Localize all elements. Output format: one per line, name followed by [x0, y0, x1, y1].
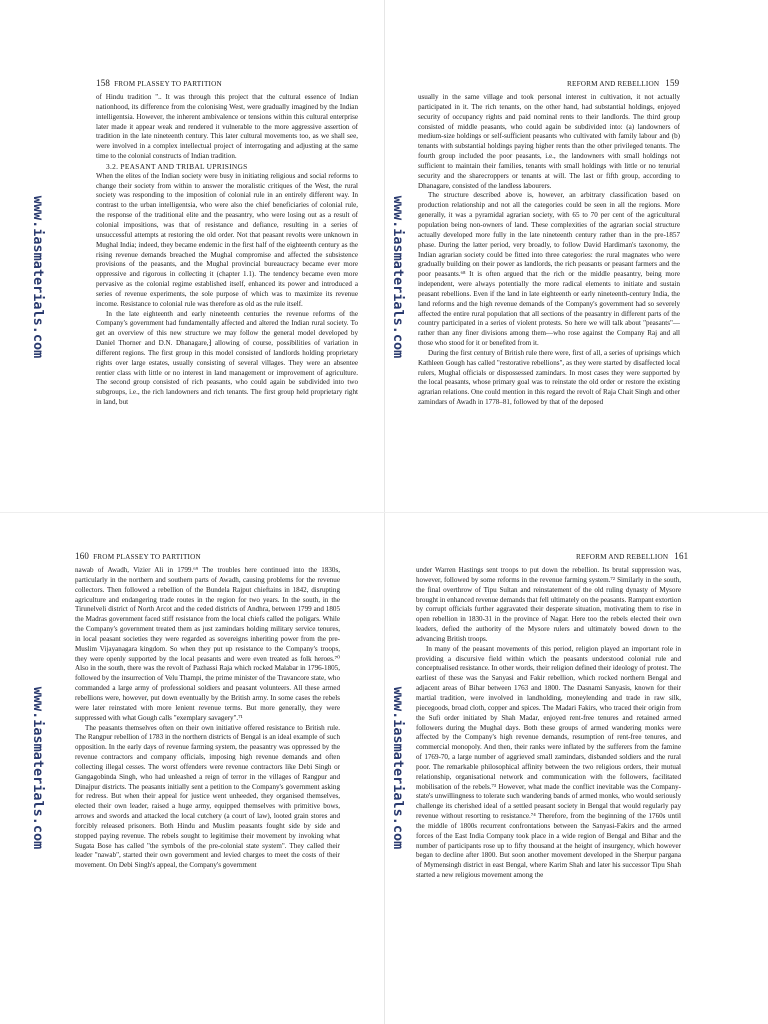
paragraph: nawab of Awadh, Vizier Ali in 1799.⁶⁹ The troubles here continued into the 1830s, particularly in the northern and southern parts of Awadh, causing problems for the revenue collectors. Then followed a rebellion of the Bundela Rajput chieftains in 1842, disrupting agriculture and endangering trade routes in the region for two years. In the south, in the Tirunelveli district of North Arcot and the ceded districts of Andhra, between 1799 and 1805 the Madras government faced stiff resistance from the local chiefs called the poligars. While the Company's government treated them as just zamindars holding military service tenures, in local peasant societies they were regarded as sovereigns inheriting power from the pre-Muslim Vijayanagara kingdom. So when they put up resistance to the Company's troops, they were openly supported by the local peasants and were even treated as folk heroes.⁷⁰ Also in the south, there was the revolt of Pazhassi Raja which rocked Malabar in 1796-1805, followed by the insurrection of Velu Thampi, the prime minister of the Travancore state, who commanded a large army of professional soldiers and peasant volunteers. All these armed rebellions were, however, put down eventually by the British army. In some cases the rebels were later reinstated with more lenient revenue terms. But more generally, they were suppressed with what Gough calls "exemplary savagery".⁷¹ — [75, 566, 340, 722]
page-158-body — [96, 93, 358, 503]
paragraph: usually in the same village and took personal interest in cultivation, it not actually participated in it. The rich tenants, on the other hand, had substantial holdings, enjoyed security of occupancy rights and paid nominal rents to their landlords. The third group consisted of middle peasants, who could again be subdivided into: (a) landowners of medium-size holdings or self-sufficient peasants who cultivated with family labour and (b) tenants with substantial holdings paying higher rents than the other privileged tenants. The fourth group included the poor peasants, i.e., the landowners with small holdings not sufficient to maintain their families, tenants with small holdings with little or no tenurial security and the sharecroppers or tenants at will. The last or fifth group, according to Dhanagare, consisted of the landless labourers. — [418, 93, 680, 190]
page-number: 159 — [665, 78, 680, 88]
page-161-header — [576, 551, 688, 561]
page-number: 158 — [96, 78, 111, 88]
watermark-text: www.iasmaterials.com — [390, 195, 406, 359]
page-number: 161 — [674, 551, 689, 561]
running-title: REFORM AND REBELLION — [576, 553, 669, 561]
paragraph: under Warren Hastings sent troops to put down the rebellion. Its brutal suppression was, however, followed by some reforms in the revenue farming system.⁷² Similarly in the south, the final overthrow of Tipu Sultan and reinstatement of the old ruling dynasty of Mysore brought in enhanced revenue demands that fell ultimately on the peasants. Rampant extortion by corrupt officials further aggravated their desperate situation, motivating them to rise in open rebellion in 1830-31 in the province of Nagar. Here too the rebels elected their own leaders, defied the authority of the Mysore rulers and ultimately bowed down to the advancing British troops. — [416, 566, 681, 643]
watermark-text: www.iasmaterials.com — [30, 195, 46, 359]
watermark-text: www.iasmaterials.com — [390, 686, 406, 850]
page-159-body — [418, 93, 680, 503]
page-160-header — [75, 551, 201, 561]
paragraph: of Hindu tradition ".. It was through this project that the cultural essence of Indian nationhood, its difference from the colonising West, were gradually imagined by the Indian intelligentsia. However, the inherent ambivalence or tensions within this cultural enterprise later made it appear weak and rendered it vulnerable to the more aggressive assertion of tradition in the late nineteenth century. This later cultural movements too, as we shall see, were involved in a complex intellectual project of interrogating and adjusting at the same time to the colonial constructs of Indian tradition. — [96, 93, 358, 161]
watermark-text: www.iasmaterials.com — [30, 686, 46, 850]
paragraph: The peasants themselves often on their own initiative offered resistance to British rule. The Rangpur rebellion of 1783 in the northern districts of Bengal is an ideal example of such opposition. In the early days of revenue farming system, the peasantry was oppressed by the revenue contractors and company officials, imposing high revenue demands and often collecting illegal cesses. The worst offenders were revenue contractors like Debi Singh or Gangagobinda Singh, who had unleashed a reign of terror in the villages of Rangpur and Dinajpur districts. The peasants initially sent a petition to the Company's government asking for redress. But when their appeal for justice went unheeded, they organised themselves, elected their own leader, raised a huge army, equipped themselves with primitive bows, arrows and swords and attacked the local cutchery (a court of law), looted grain stores and forcibly released prisoners. Both Hindu and Muslim peasants fought side by side and stopped paying revenue. The rebels sought to legitimise their movement by invoking what Sugata Bose has called "the symbols of the pre-colonial state system". They called their leader "nawab", started their own government and levied charges to meet the costs of their movement. On Debi Singh's appeal, the Company's government — [75, 723, 340, 870]
section-heading: 3.2. PEASANT AND TRIBAL UPRISINGS — [106, 161, 248, 171]
paragraph: When the elites of the Indian society were busy in initiating religious and social reforms to change their society from within to answer the moralistic critiques of the West, the rural society was responding to the imposition of colonial rule in an entirely different way. In contrast to the urban intelligentsia, who were also the chief beneficiaries of colonial rule, the response of the traditional elite and the peasantry, who were losing out as a result of colonial impositions, was that of resistance and defiance, resulting in a series of unsuccessful attempts at restoring the old order. Not that peasant revolts were unknown in Mughal India; indeed, they became endemic in the first half of the eighteenth century as the rising revenue demands breached the Mughal compromise and affected the subsistence provisions of the peasants, and the Mughal provincial bureaucracy became ever more oppressive and rigorous in collecting it (chapter 1.1). The tendency became even more pervasive as the colonial regime established itself, enhanced its power and introduced a series of revenue experiments, the sole purpose of which was to maximize its revenue income. Resistance to colonial rule was therefore as old as the rule itself. — [96, 171, 358, 308]
paragraph: The structure described above is, however, an arbitrary classification based on production relationship and not all the categories could be seen in all the regions. More generally, it was a pyramidal agrarian society, with 65 to 70 per cent of the agricultural population being non-owners of land. These complexities of the agrarian social structure actually developed more fully in the late nineteenth century rather than in the pre-1857 phase. During the latter period, very broadly, to follow David Hardiman's taxonomy, the Indian agrarian society could be fitted into three categories: the rural magnates who were gradually building on their power as landlords, the rich peasants or peasant farmers and the poor peasants.⁶⁸ It is often argued that the rich or the middle peasantry, being more independent, were always potentially the more radical elements to initiate and sustain peasant rebellions. Even if the land in late eighteenth or early nineteenth-century India, the land reforms and the high revenue demands of the Company's government had so severely affected the entire rural population that all sections of the peasantry in different parts of the country participated in a series of violent protests. So here we will talk about "peasants"—rather than any finer divisions among them—who rose against the Company Raj and all those who stood for it or benefited from it. — [418, 191, 680, 348]
page-159-header — [567, 78, 679, 88]
paragraph: In many of the peasant movements of this period, religion played an important role in providing a discursive field within which the peasants understood colonial rule and conceptualised resistance. In other words, their religion defined their ideology of protest. The earliest of these was the Sanyasi and Fakir rebellion, which rocked northern Bengal and adjacent areas of Bihar between 1763 and 1800. The Dasnami Sanyasis, known for their martial tradition, were involved in landholding, moneylending and trade in raw silk, piecegoods, broad cloth, copper and spices. The Madari Fakirs, who traced their origin from the Sufi order initiated by Shah Madar, enjoyed rent-free tenures and retained armed followers during the Mughal days. Both these groups of armed wandering monks were affected by the Company's high revenue demands, resumption of rent-free tenures, and commercial monopoly. And then, their ranks were inflated by the sufferers from the famine of 1769-70, a large number of aggrieved small zamindars, disbanded soldiers and the rural poor. The remarkable philosophical affinity between the two religious orders, their mutual relationship, organisational network and communication with the followers, facilitated mobilisation of the rebels.⁷³ However, what made the conflict inevitable was the Company-state's unwillingness to tolerate such wandering bands of armed monks, who would seriously challenge its cherished ideal of a settled peasant society in Bengal that would regularly pay revenue without resorting to resistance.⁷⁴ Therefore, from the beginning of the 1760s until the middle of 1800s recurrent confrontations between the Sanyasi-Fakirs and the armed forces of the East India Company took place in a wide region of Bengal and Bihar and the number of participants rose up to fifty thousand at the height of insurgency, which however began to decline after 1800. But soon another movement developed in the Sherpur pargana of Mymensingh district in east Bengal, where Karim Shah and later his successor Tipu Shah started a new religious movement among the — [416, 644, 681, 880]
running-title: REFORM AND REBELLION — [567, 80, 660, 88]
running-title: FROM PLASSEY TO PARTITION — [114, 80, 222, 88]
page-number: 160 — [75, 551, 90, 561]
paragraph: In the late eighteenth and early nineteenth centuries the revenue reforms of the Company's government had fundamentally affected and altered the Indian rural society. To get an overview of this new structure we may follow the general model developed by Daniel Thorner and D.N. Dhanagare,⁆ allowing of course, possibilities of variation in different regions. The first group in this model consisted of landlords holding proprietary rights over large estates, usually consisting of several villages. They were an absentee rentier class with little or no interest in land management or improvement of agriculture. The second group consisted of rich peasants, who could again be subdivided into two subgroups, i.e., the rich landowners and rich tenants. The first group held proprietary right in land, but — [96, 309, 358, 407]
running-title: FROM PLASSEY TO PARTITION — [93, 553, 201, 561]
page-160-body — [75, 566, 340, 1010]
paragraph: During the first century of British rule there were, first of all, a series of uprisings which Kathleen Gough has called "restorative rebellions", as they were started by disaffected local rulers, Mughal officials or dispossessed zamindars. In most cases they were supported by the local peasants, whose primary goal was to reinstate the old order or restore the existing agrarian relations. One could mention in this regard the revolt of Raja Chait Singh and other zamindars of Awadh in 1778–81, followed by that of the deposed — [418, 348, 680, 407]
page-161-body — [416, 566, 681, 1010]
page-158-header — [96, 78, 222, 88]
gutter-horizontal — [0, 512, 768, 513]
